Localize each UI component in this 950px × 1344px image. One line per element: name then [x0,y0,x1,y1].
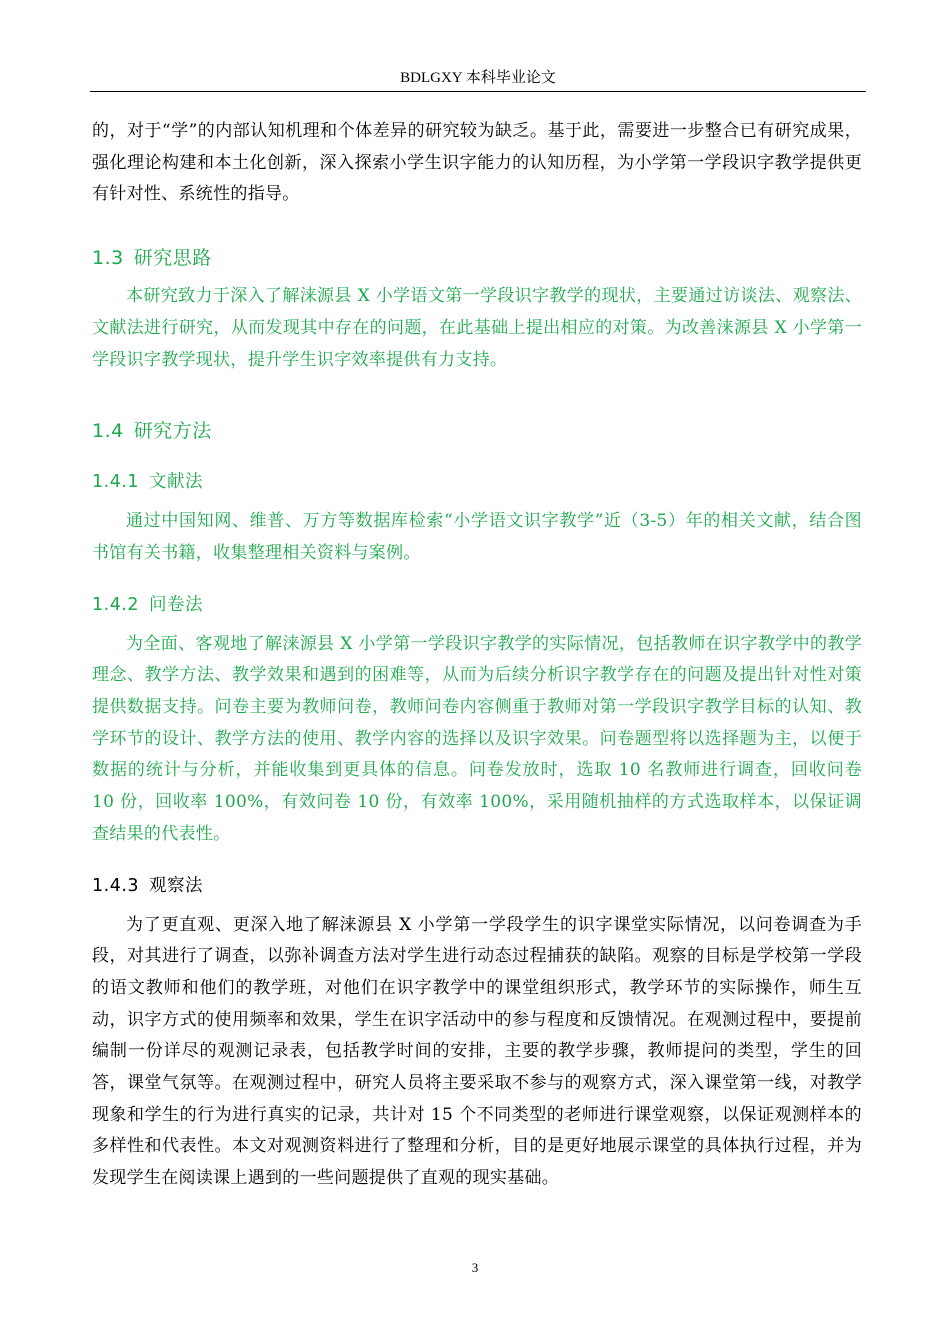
subsection-title: 问卷法 [149,594,204,615]
subsection-1-4-1-body: 通过中国知网、维普、万方等数据库检索“小学语文识字教学”近（3-5）年的相关文献，结合图书馆有关书籍，收集整理相关资料与案例。 [92,511,862,563]
subsection-heading-1-4-1 [92,469,862,495]
subsection-1-4-3-body: 为了更直观、更深入地了解涞源县 X 小学第一学段学生的识字课堂实际情况，以问卷调查为手段，对其进行了调查，以弥补调查方法对学生进行动态过程捕获的缺陷。观察的目标是学校第一学段的语文教师和他们的教学班，对他们在识字教学中的课堂组织形式，教学环节的实际操作，师生互动，识字方式的使用频率和效果，学生在识字活动中的参与程度和反馈情况。在观测过程中，要提前编制一份详尽的观测记录表，包括教学时间的安排，主要的教学步骤，教师提问的类型，学生的回答，课堂气氛等。在观测过程中，研究人员将主要采取不参与的观察方式，深入课堂第一线，对教学现象和学生的行为进行真实的记录，共计对 15 个不同类型的老师进行课堂观察，以保证观测样本的多样性和代表性。本文对观测资料进行了整理和分析，目的是更好地展示课堂的具体执行过程，并为发现学生在阅读课上遇到的一些问题提供了直观的现实基础。 [92,914,862,1189]
subsection-title: 文献法 [149,472,204,493]
section-heading-1-4 [92,417,862,445]
header-rule [90,91,866,92]
subsection-title: 观察法 [149,875,204,896]
subsection-1-4-2-body: 为全面、客观地了解涞源县 X 小学第一学段识字教学的实际情况，包括教师在识字教学中的教学理念、教学方法、教学效果和遇到的困难等，从而为后续分析识字教学存在的问题及提出针对性对策提供数据支持。问卷主要为教师问卷，教师问卷内容侧重于教师对第一学段识字教学目标的认知、教学环节的设计、教学方法的使用、教学内容的选择以及识字效果。问卷题型将以选择题为主，以便于数据的统计与分析，并能收集到更具体的信息。问卷发放时，选取 10 名教师进行调查，回收问卷 10 份，回收率 100%，有效问卷 10 份，有效率 100%，采用随机抽样的方式选取样本，以保证调查结果的代表性。 [92,633,862,844]
intro-paragraph: 的，对于“学”的内部认知机理和个体差异的研究较为缺乏。基于此，需要进一步整合已有研究成果，强化理论构建和本土化创新，深入探索小学生识字能力的认知历程，为小学第一学段识字教学提供更有针对性、系统性的指导。 [92,121,862,205]
subsection-number: 1.4.2 [92,594,140,615]
subsection-heading-1-4-3 [92,873,862,899]
section-title: 研究思路 [133,247,212,270]
subsection-heading-1-4-2 [92,592,862,618]
section-title: 研究方法 [133,420,212,443]
section-number: 1.4 [92,420,124,443]
subsection-number: 1.4.1 [92,472,140,493]
subsection-number: 1.4.3 [92,875,140,896]
section-number: 1.3 [92,247,124,270]
section-1-3-body: 本研究致力于深入了解涞源县 X 小学语文第一学段识字教学的现状，主要通过访谈法、观察法、文献法进行研究，从而发现其中存在的问题，在此基础上提出相应的对策。为改善涞源县 X 小学第一学段识字教学现状，提升学生识字效率提供有力支持。 [92,286,862,370]
section-heading-1-3 [92,244,862,272]
page-content [92,116,862,1195]
running-header: BDLGXY 本科毕业论文 [400,70,556,86]
page-number: 3 [471,1260,479,1275]
